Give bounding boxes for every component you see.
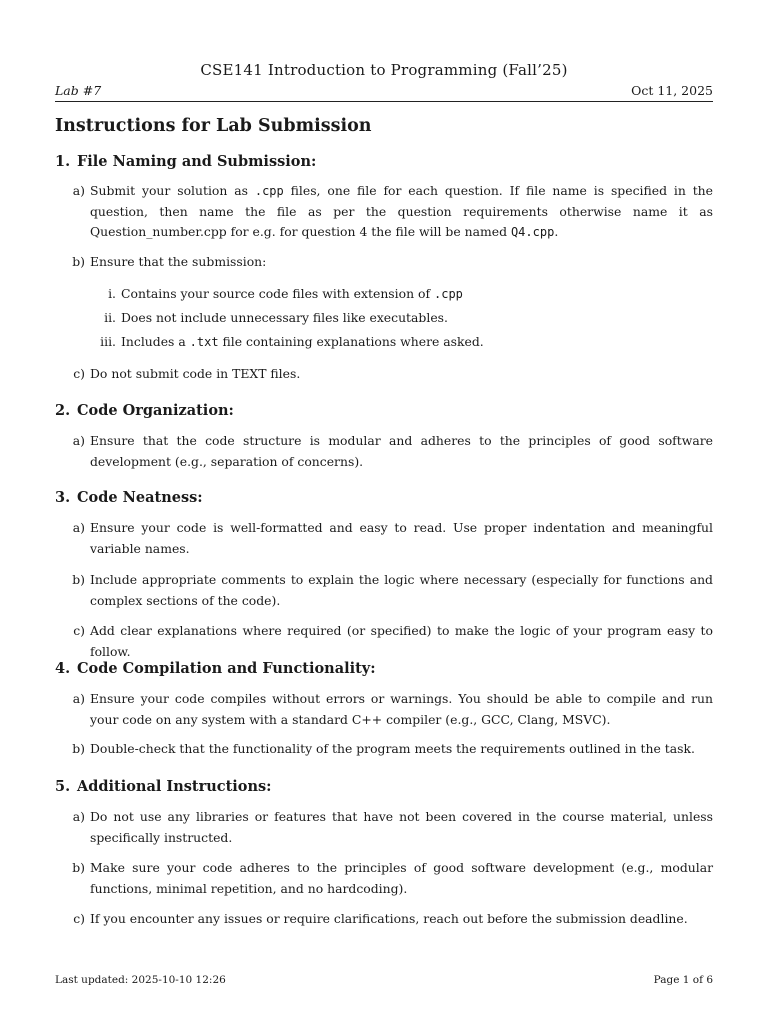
footer-page-number: Page 1 of 6	[653, 974, 713, 986]
section-title: Code Compilation and Functionality:	[77, 660, 376, 677]
section-heading-5	[55, 778, 272, 795]
date-label: Oct 11, 2025	[631, 83, 713, 98]
section-heading-4	[55, 660, 376, 677]
item-label: a)	[72, 809, 85, 824]
item-label: a)	[72, 691, 85, 706]
item-label: c)	[73, 623, 85, 638]
item-text: Submit your solution as .cpp files, one file for each question. If file name is specified in the question, then name the file as per the question requirements otherwise name it as Question_number.cpp for e.g. for question 4 the file will be named Q4.cpp.	[90, 183, 713, 239]
item-label: a)	[72, 183, 85, 198]
item-label: c)	[73, 366, 85, 381]
item-label: b)	[72, 860, 85, 875]
item-label: b)	[72, 572, 85, 587]
inline-code: .txt	[189, 335, 219, 349]
sub-item-text: Does not include unnecessary files like executables.	[121, 310, 448, 325]
item-label: b)	[72, 741, 85, 756]
list-item-3a	[55, 518, 713, 559]
sub-item-iii	[55, 332, 713, 352]
sub-item-label: ii.	[104, 310, 116, 325]
item-text: Include appropriate comments to explain the logic where necessary (especially for functions and complex sections of the code).	[90, 572, 713, 608]
inline-code: .cpp	[434, 287, 463, 301]
section-title: Code Organization:	[77, 402, 234, 419]
item-text: Ensure that the code structure is modular and adheres to the principles of good software development (e.g., separation of concerns).	[90, 433, 713, 469]
section-number: 1.	[55, 153, 71, 170]
item-text: If you encounter any issues or require clarifications, reach out before the submission deadline.	[90, 911, 688, 926]
section-title: Code Neatness:	[77, 489, 203, 506]
section-number: 4.	[55, 660, 71, 677]
page-title: Instructions for Lab Submission	[55, 116, 372, 136]
item-text: Ensure your code compiles without errors or warnings. You should be able to compile and run your code on any system with a standard C++ compiler (e.g., GCC, Clang, MSVC).	[90, 691, 713, 727]
item-text: Make sure your code adheres to the principles of good software development (e.g., modular functions, minimal repetition, and no hardcoding).	[90, 860, 713, 896]
list-item-5c	[55, 909, 713, 930]
section-number: 5.	[55, 778, 71, 795]
item-text: Double-check that the functionality of the program meets the requirements outlined in the task.	[90, 741, 695, 756]
inline-code: Q4.cpp	[510, 225, 555, 239]
item-text: Do not submit code in TEXT files.	[90, 366, 301, 381]
list-item-3c	[55, 621, 713, 662]
item-label: c)	[73, 911, 85, 926]
list-item-5a	[55, 807, 713, 848]
inline-code: .cpp	[254, 184, 284, 198]
item-text: Ensure your code is well-formatted and easy to read. Use proper indentation and meaningful variable names.	[90, 520, 713, 556]
section-number: 3.	[55, 489, 71, 506]
section-heading-2	[55, 402, 234, 419]
list-item-5b	[55, 858, 713, 899]
section-title: File Naming and Submission:	[77, 153, 317, 170]
section-heading-1	[55, 153, 316, 170]
section-number: 2.	[55, 402, 71, 419]
sub-item-label: i.	[108, 286, 116, 301]
sub-item-label: iii.	[100, 334, 116, 349]
item-label: b)	[72, 254, 85, 269]
item-label: a)	[72, 520, 85, 535]
header-divider	[55, 101, 713, 102]
item-text: Do not use any libraries or features that have not been covered in the course material, unless specifically instructed.	[90, 809, 713, 845]
lab-label: Lab #7	[55, 83, 102, 98]
course-title: CSE141 Introduction to Programming (Fall’25)	[200, 61, 568, 79]
list-item-2a	[55, 431, 713, 472]
item-label: a)	[72, 433, 85, 448]
sub-item-i	[55, 284, 713, 304]
list-item-1c	[55, 364, 713, 385]
list-item-4b	[55, 739, 713, 760]
sub-item-ii	[55, 308, 713, 328]
item-text: Ensure that the submission:	[90, 254, 267, 269]
sub-item-text: Includes a .txt file containing explanations where asked.	[121, 334, 484, 349]
list-item-1a	[55, 181, 713, 243]
footer-last-updated: Last updated: 2025-10-10 12:26	[55, 974, 226, 986]
list-item-4a	[55, 689, 713, 730]
list-item-3b	[55, 570, 713, 611]
sub-item-text: Contains your source code files with extension of .cpp	[121, 286, 463, 301]
item-text: Add clear explanations where required (or specified) to make the logic of your program easy to follow.	[90, 623, 713, 659]
section-heading-3	[55, 489, 203, 506]
list-item-1b	[55, 252, 713, 273]
section-title: Additional Instructions:	[77, 778, 272, 795]
